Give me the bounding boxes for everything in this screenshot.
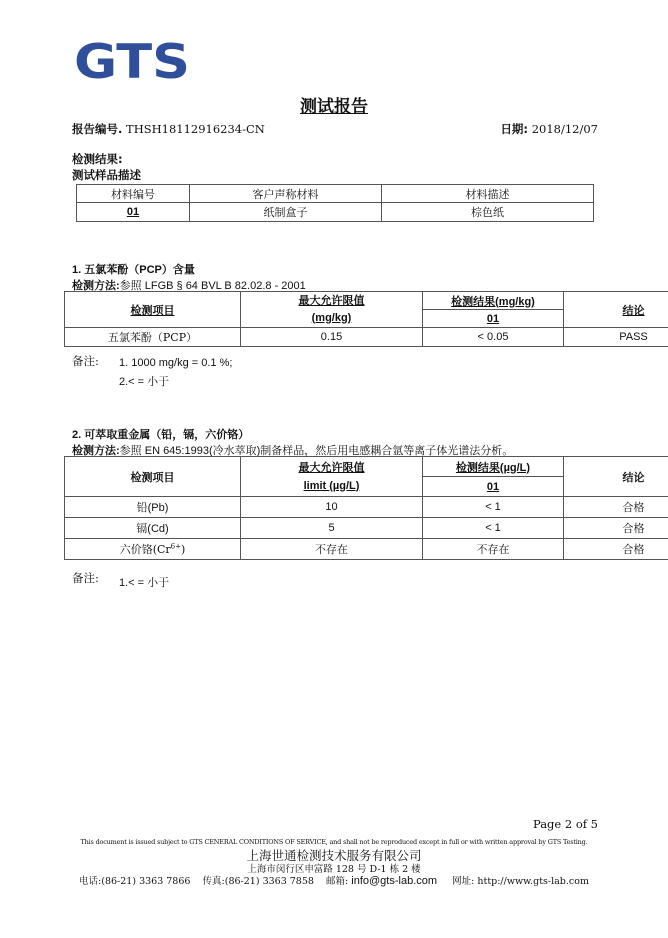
- section1-col-limit-line1: 最大允许限值: [298, 294, 365, 307]
- table-row: [65, 539, 668, 560]
- section2-row2-item: 镉(Cd): [65, 518, 241, 539]
- report-number-label: 报告编号.: [72, 122, 123, 136]
- section2-row3-item-prefix: 六价铬(Cr: [119, 543, 171, 556]
- section2-col-limit-line2: limit (µg/L): [303, 479, 360, 492]
- date-label: 日期:: [500, 122, 529, 136]
- table-row: [65, 497, 668, 518]
- section1-row-item: 五氯苯酚（PCP）: [65, 328, 241, 347]
- section2-row3-conclusion: 合格: [564, 539, 668, 560]
- footer-email: info@gts-lab.com: [351, 875, 438, 887]
- report-number-value: THSH18112916234-CN: [126, 122, 265, 136]
- section2-heading: 2. 可萃取重金属（铅，镉，六价铬）: [72, 429, 250, 441]
- section2-row1-result: < 1: [423, 497, 564, 518]
- section1-col-item: 检测项目: [65, 292, 241, 328]
- section1-method-text: 参照 LFGB § 64 BVL B 82.02.8 - 2001: [119, 280, 306, 292]
- sample-description-label: 测试样品描述: [72, 168, 141, 182]
- footer-web: http://www.gts-lab.com: [477, 876, 589, 887]
- section2-row3-item-suffix: ): [181, 543, 186, 556]
- section2-row2-limit: 5: [241, 518, 423, 539]
- gts-logo: [74, 40, 192, 86]
- section2-col-result: 检测结果(µg/L): [423, 457, 564, 477]
- footer-disclaimer: This document is issued subject to GTS CENERAL CONDITIONS OF SERVICE, and shall not be reproduced except in full or with written approval by GTS Testing.: [80, 838, 588, 846]
- section1-row-conclusion: PASS: [564, 328, 668, 347]
- section2-row3-result: 不存在: [423, 539, 564, 560]
- section1-col-limit: [241, 292, 423, 328]
- section1-notes-label: 备注:: [72, 354, 99, 368]
- section1-col-limit-line2: (mg/kg): [311, 311, 352, 324]
- section2-method-label: 检测方法:: [72, 445, 120, 457]
- section2-row2-conclusion: 合格: [564, 518, 668, 539]
- section1-row-limit: 0.15: [241, 328, 423, 347]
- footer-contacts: [0, 873, 668, 887]
- section2-row3-item-sup: 6+: [170, 542, 181, 551]
- section1-row-result: < 0.05: [423, 328, 564, 347]
- footer-web-label: 网址:: [452, 876, 475, 887]
- section2-table: [64, 456, 668, 560]
- footer-tel: (86-21) 3363 7866: [101, 876, 191, 887]
- sample-description: 棕色纸: [382, 203, 594, 222]
- section2-row3-item: [65, 539, 241, 560]
- section2-row1-limit: 10: [241, 497, 423, 518]
- footer-email-label: 邮箱:: [326, 876, 349, 887]
- section1-table: [64, 291, 668, 347]
- sample-table: [76, 184, 594, 222]
- section1-col-conclusion: 结论: [564, 292, 668, 328]
- section2-row1-conclusion: 合格: [564, 497, 668, 518]
- section2-row2-result: < 1: [423, 518, 564, 539]
- section1-method-label: 检测方法:: [72, 280, 120, 292]
- table-row: [65, 328, 668, 347]
- footer-fax-label: 传真:: [202, 876, 225, 887]
- section1-note-2: 2.< = 小于: [119, 376, 170, 388]
- section1-note-1: 1. 1000 mg/kg = 0.1 %;: [119, 357, 233, 369]
- footer-tel-label: 电话:: [79, 876, 102, 887]
- table-row: [65, 518, 668, 539]
- section1-col-result: 检测结果(mg/kg): [423, 292, 564, 310]
- section2-note-1: 1.< = 小于: [119, 577, 170, 589]
- report-date: [500, 121, 598, 137]
- footer-company: 上海世通检测技术服务有限公司: [246, 848, 422, 863]
- sample-header-material: 客户声称材料: [190, 185, 382, 203]
- section2-col-result-sub: 01: [423, 477, 564, 497]
- section1-heading: 1. 五氯苯酚（PCP）含量: [72, 264, 195, 276]
- section2-notes-label: 备注:: [72, 571, 99, 585]
- section2-col-item: 检测项目: [65, 457, 241, 497]
- section2-row3-limit: 不存在: [241, 539, 423, 560]
- section1-col-result-sub: 01: [423, 310, 564, 328]
- section2-method-text: 参照 EN 645:1993(冷水萃取)制备样品，然后用电感耦合氩等离子体光谱法分析。: [119, 445, 514, 457]
- logo-text: GTS: [74, 40, 190, 82]
- report-number: [72, 121, 265, 137]
- results-label: 检测结果:: [72, 152, 123, 166]
- footer-address: 上海市闵行区申富路 128 号 D-1 栋 2 楼: [247, 864, 421, 875]
- section2-col-conclusion: 结论: [564, 457, 668, 497]
- page-title: 测试报告: [300, 97, 368, 117]
- date-value: 2018/12/07: [531, 122, 598, 136]
- sample-header-id: 材料编号: [77, 185, 190, 203]
- page-number: Page 2 of 5: [532, 817, 598, 831]
- section2-col-limit-line1: 最大允许限值: [298, 461, 365, 474]
- sample-id: 01: [77, 203, 190, 222]
- section2-row1-item: 铅(Pb): [65, 497, 241, 518]
- footer-fax: (86-21) 3363 7858: [224, 876, 314, 887]
- sample-header-description: 材料描述: [382, 185, 594, 203]
- section2-col-limit: [241, 457, 423, 497]
- sample-material: 纸制盒子: [190, 203, 382, 222]
